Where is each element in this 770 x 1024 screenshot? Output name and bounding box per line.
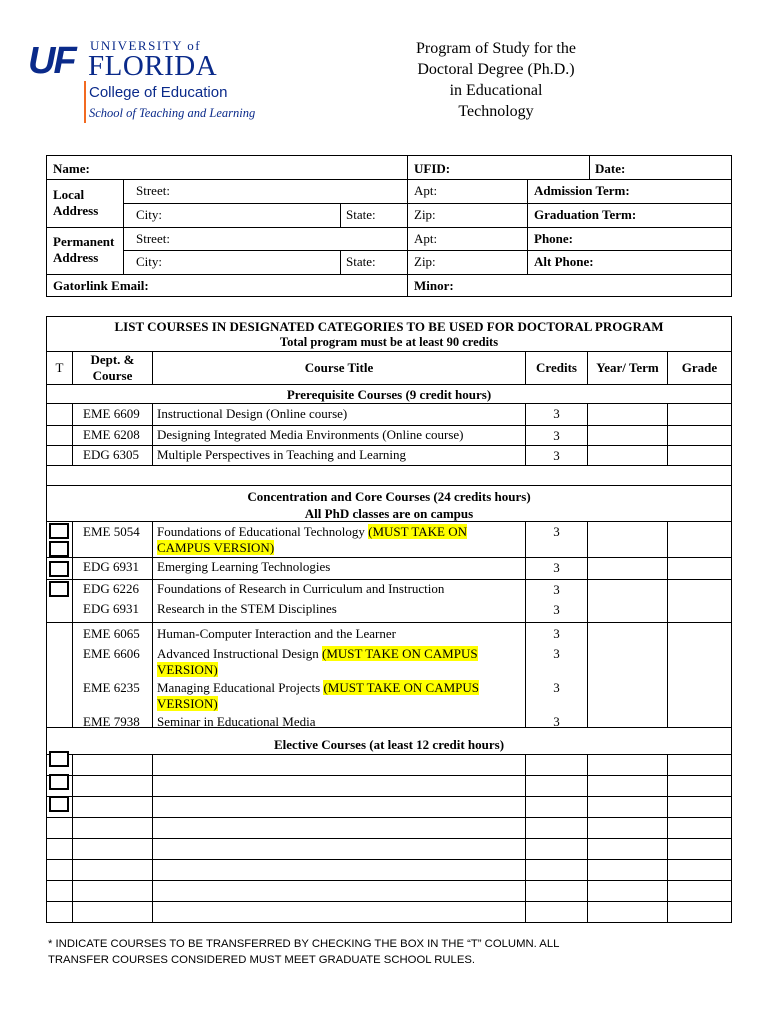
course-code: EME 6606 [83, 646, 140, 661]
row-divider [47, 754, 731, 755]
course-credits: 3 [553, 524, 560, 539]
title-line: in Educational [449, 82, 543, 99]
campus-note: (MUST TAKE ON CAMPUS [323, 680, 480, 695]
course-title: Multiple Perspectives in Teaching and Learning [157, 447, 407, 462]
course-code: EDG 6931 [83, 601, 139, 616]
perm-state-field[interactable]: State: [346, 254, 376, 269]
course-title: Research in the STEM Disciplines [157, 601, 337, 616]
course-code: EME 6235 [83, 680, 140, 695]
row-divider [47, 557, 731, 558]
perm-apt-field[interactable]: Apt: [414, 231, 438, 246]
document-title [380, 38, 612, 122]
course-title [157, 646, 478, 662]
perm-city-field[interactable]: City: [136, 254, 163, 269]
course-title-cont [157, 540, 274, 556]
transfer-checkbox[interactable] [49, 541, 69, 557]
course-title [157, 680, 479, 696]
logo-florida-text: FLORIDA [88, 50, 218, 82]
footnote-line: * INDICATE COURSES TO BE TRANSFERRED BY CHECKING THE BOX IN THE “T” COLUMN. ALL [48, 938, 560, 950]
row-divider [47, 727, 731, 728]
title-line: Doctoral Degree (Ph.D.) [417, 61, 575, 78]
uf-mark: UF [28, 40, 75, 82]
local-zip-field[interactable]: Zip: [414, 207, 436, 222]
local-city-field[interactable]: City: [136, 207, 163, 222]
course-code: EDG 6931 [83, 559, 139, 574]
course-code: EME 6609 [83, 406, 140, 421]
row-divider [47, 775, 731, 776]
course-credits: 3 [553, 582, 560, 597]
col-divider [525, 521, 526, 727]
course-credits: 3 [553, 428, 560, 443]
permanent-address-label: Permanent Address [53, 234, 115, 265]
uf-logo [28, 36, 268, 126]
date-label[interactable]: Date: [595, 161, 626, 176]
col-header-dept: Dept. & [90, 352, 135, 367]
campus-note: (MUST TAKE ON [368, 524, 468, 539]
footnote [48, 936, 648, 968]
title-line: Program of Study for the [416, 40, 576, 57]
course-credits: 3 [553, 646, 560, 661]
transfer-checkbox[interactable] [49, 774, 69, 790]
row-divider [47, 579, 731, 580]
local-street-field[interactable]: Street: [136, 183, 170, 198]
perm-street-field[interactable]: Street: [136, 231, 170, 246]
course-credits: 3 [553, 714, 560, 729]
course-title: Designing Integrated Media Environments (Online course) [157, 427, 464, 442]
col-divider [152, 403, 153, 465]
row-divider [47, 817, 731, 818]
col-divider [527, 179, 528, 274]
local-state-field[interactable]: State: [346, 207, 376, 222]
row-divider [47, 622, 731, 623]
admission-term-field[interactable]: Admission Term: [534, 183, 630, 198]
course-title: Emerging Learning Technologies [157, 559, 331, 574]
elective-heading: Elective Courses (at least 12 credit hours) [273, 737, 505, 752]
course-credits: 3 [553, 448, 560, 463]
course-credits: 3 [553, 602, 560, 617]
col-divider [72, 521, 73, 727]
course-title: Instructional Design (Online course) [157, 406, 348, 421]
transfer-checkbox[interactable] [49, 561, 69, 577]
core-heading: Concentration and Core Courses (24 credits hours) [247, 489, 531, 504]
col-divider [667, 521, 668, 727]
col-header-year-term: Year/ Term [596, 360, 659, 375]
row-divider [47, 859, 731, 860]
course-title-text: Managing Educational Projects [157, 680, 324, 695]
col-header-grade: Grade [681, 360, 718, 375]
col-divider [340, 203, 341, 227]
row-divider [47, 179, 731, 180]
logo-college-text: College of Education [89, 84, 228, 101]
row-divider [47, 425, 731, 426]
logo-university-text: UNIVERSITY of [90, 38, 202, 53]
col-divider [589, 156, 590, 179]
col-header-credits: Credits [536, 360, 577, 375]
phone-field[interactable]: Phone: [534, 231, 573, 246]
row-divider [47, 485, 731, 486]
transfer-checkbox[interactable] [49, 523, 69, 539]
row-divider [47, 838, 731, 839]
transfer-checkbox[interactable] [49, 751, 69, 767]
campus-note: VERSION) [157, 696, 218, 711]
col-divider [152, 521, 153, 727]
course-code: EME 7938 [83, 714, 140, 729]
col-divider [340, 250, 341, 274]
row-divider [47, 445, 731, 446]
campus-note: (MUST TAKE ON CAMPUS [321, 646, 478, 661]
course-credits: 3 [553, 680, 560, 695]
courses-heading: LIST COURSES IN DESIGNATED CATEGORIES TO BE USED FOR DOCTORAL PROGRAM [114, 319, 664, 334]
title-line: Technology [458, 103, 534, 120]
alt-phone-field[interactable]: Alt Phone: [534, 254, 594, 269]
row-divider [47, 901, 731, 902]
local-apt-field[interactable]: Apt: [414, 183, 438, 198]
footnote-line: TRANSFER COURSES CONSIDERED MUST MEET GRADUATE SCHOOL RULES. [48, 954, 476, 966]
course-title: Seminar in Educational Media [157, 714, 316, 729]
col-divider [587, 403, 588, 465]
col-divider [587, 521, 588, 727]
col-header-course: Course [92, 368, 133, 383]
course-code: EME 6208 [83, 427, 140, 442]
row-divider [123, 203, 731, 204]
course-code: EDG 6305 [83, 447, 139, 462]
col-header-title: Course Title [304, 360, 374, 375]
logo-orange-rule [84, 81, 86, 123]
course-credits: 3 [553, 560, 560, 575]
ufid-label[interactable]: UFID: [414, 161, 451, 176]
course-credits: 3 [553, 626, 560, 641]
campus-note: CAMPUS VERSION) [157, 540, 275, 555]
course-title-text: Advanced Instructional Design [157, 646, 322, 661]
course-title: Foundations of Research in Curriculum and Instruction [157, 581, 445, 596]
gatorlink-email-field[interactable]: Gatorlink Email: [53, 278, 149, 293]
row-divider [123, 250, 731, 251]
minor-field[interactable]: Minor: [414, 278, 454, 293]
prereq-heading: Prerequisite Courses (9 credit hours) [286, 387, 492, 402]
row-divider [47, 796, 731, 797]
perm-zip-field[interactable]: Zip: [414, 254, 436, 269]
course-code: EDG 6226 [83, 581, 139, 596]
row-divider [47, 521, 731, 522]
row-divider [47, 465, 731, 466]
row-divider [47, 403, 731, 404]
course-code: EME 6065 [83, 626, 140, 641]
course-code: EME 5054 [83, 524, 140, 539]
col-divider [72, 403, 73, 465]
col-header-t: T [55, 360, 64, 375]
core-subheading: All PhD classes are on campus [304, 506, 474, 521]
courses-table [46, 316, 732, 923]
course-title-cont [157, 696, 218, 712]
course-title-text: Foundations of Educational Technology [157, 524, 369, 539]
row-divider [47, 227, 731, 228]
row-divider [47, 880, 731, 881]
campus-note: VERSION) [157, 662, 218, 677]
local-address-label: Local Address [53, 187, 99, 218]
row-divider [47, 384, 731, 385]
course-title [157, 524, 467, 540]
name-label[interactable]: Name: [53, 161, 90, 176]
row-divider [47, 274, 731, 275]
col-divider [407, 156, 408, 296]
courses-subheading: Total program must be at least 90 credits [279, 335, 499, 349]
col-divider [123, 179, 124, 274]
transfer-checkbox[interactable] [49, 796, 69, 812]
student-info-table [46, 155, 732, 297]
logo-school-text: School of Teaching and Learning [89, 106, 256, 120]
course-credits: 3 [553, 406, 560, 421]
col-divider [667, 403, 668, 465]
course-title: Human-Computer Interaction and the Learner [157, 626, 396, 641]
course-title-cont [157, 662, 218, 678]
graduation-term-field[interactable]: Graduation Term: [534, 207, 637, 222]
transfer-checkbox[interactable] [49, 581, 69, 597]
